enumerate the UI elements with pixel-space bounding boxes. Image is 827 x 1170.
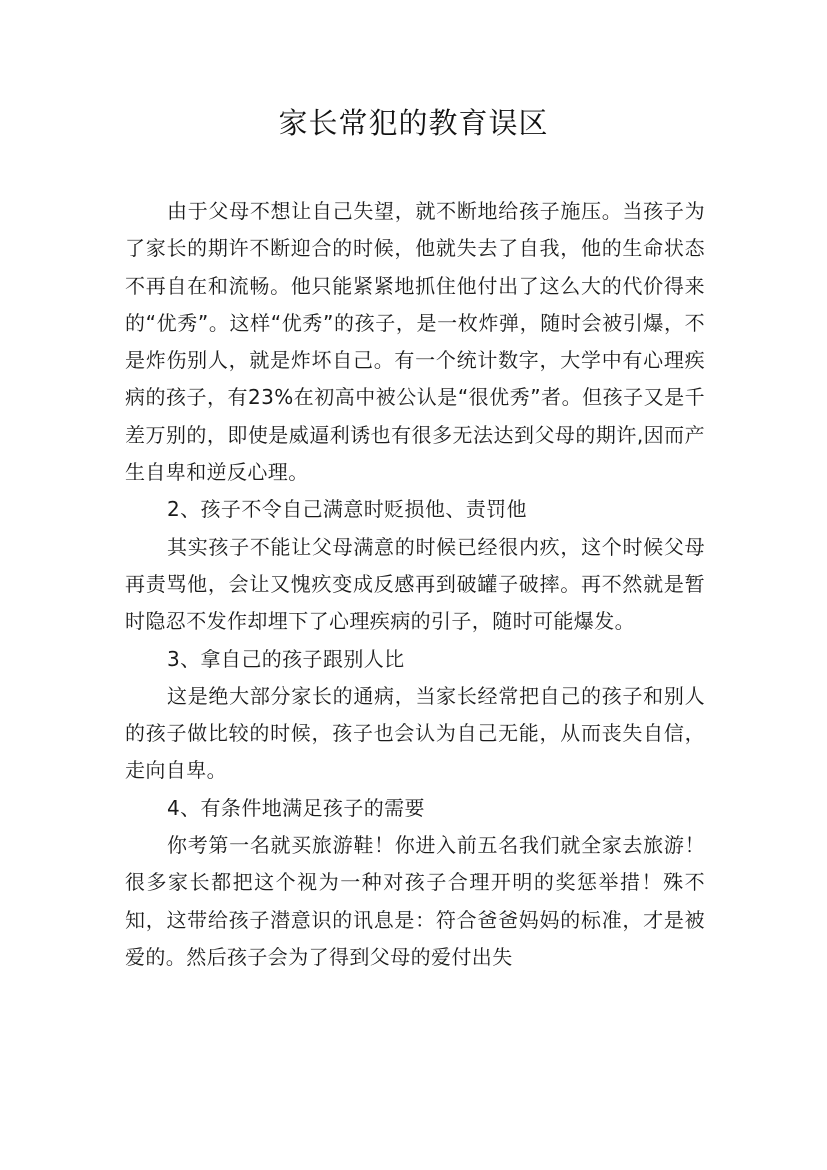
document-body [125, 193, 705, 976]
document-title: 家长常犯的教育误区 [278, 106, 549, 140]
paragraph-intro: 由于父母不想让自己失望，就不断地给孩子施压。当孩子为了家长的期许不断迎合的时候，他就失去了自我，他的生命状态不再自在和流畅。他只能紧紧地抓住他付出了这么大的代价得来的“优秀”。这样“优秀”的孩子，是一枚炸弹，随时会被引爆，不是炸伤别人，就是炸坏自己。有一个统计数字，大学中有心理疾病的孩子，有23%在初高中被公认是“很优秀”者。但孩子又是千差万别的，即使是威逼利诱也有很多无法达到父母的期许,因而产生自卑和逆反心理。 [125, 199, 705, 485]
section-heading-2: 2、孩子不令自己满意时贬损他、责罚他 [167, 497, 527, 522]
section-heading-4: 4、有条件地满足孩子的需要 [167, 795, 425, 820]
paragraph-section-4: 你考第一名就买旅游鞋！你进入前五名我们就全家去旅游！很多家长都把这个视为一种对孩子合理开明的奖惩举措！殊不知，这带给孩子潜意识的讯息是：符合爸爸妈妈的标准，才是被爱的。然后孩子会为了得到父母的爱付出失 [125, 833, 705, 969]
section-heading-3: 3、拿自己的孩子跟别人比 [167, 646, 405, 671]
paragraph-section-2: 其实孩子不能让父母满意的时候已经很内疚，这个时候父母再责骂他，会让又愧疚变成反感再到破罐子破摔。再不然就是暂时隐忍不发作却埋下了心理疾病的引子，随时可能爆发。 [125, 534, 705, 634]
paragraph-section-3: 这是绝大部分家长的通病，当家长经常把自己的孩子和别人的孩子做比较的时候，孩子也会认为自己无能，从而丧失自信，走向自卑。 [125, 683, 705, 783]
